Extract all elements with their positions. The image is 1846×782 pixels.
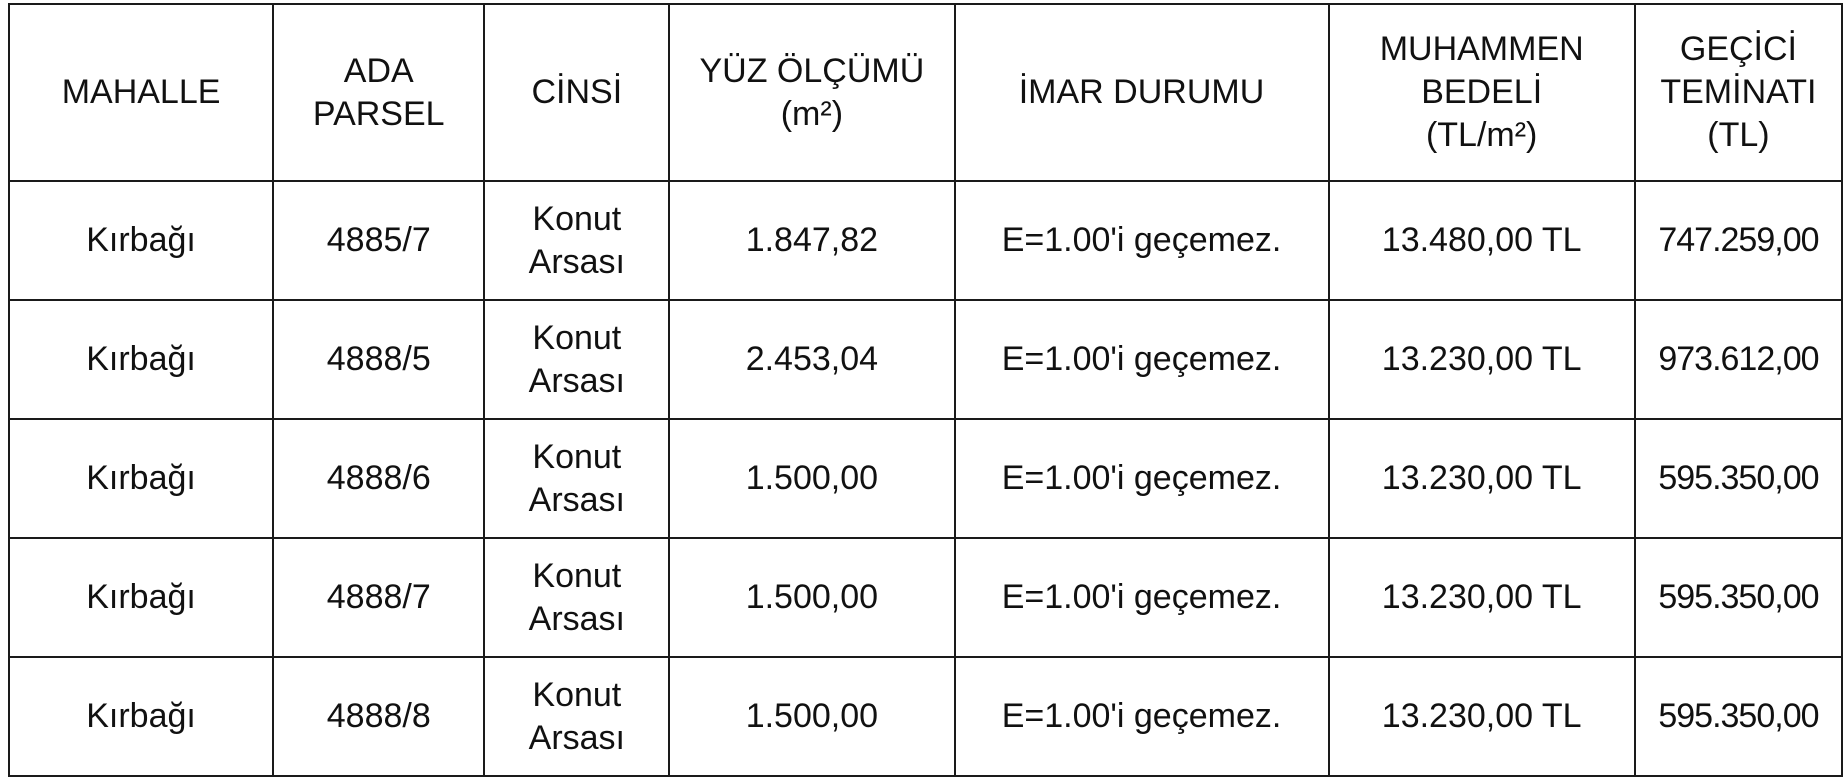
header-cinsi-line: CİNSİ	[531, 73, 623, 111]
cell-cinsi-line: Konut	[532, 199, 622, 238]
table-row	[9, 657, 1842, 776]
cell-cinsi-line: Konut	[532, 318, 622, 357]
header-muhammen-bedeli-line: (TL/m²)	[1425, 116, 1538, 154]
header-mahalle-line: MAHALLE	[61, 73, 221, 111]
cell-imar-durumu: E=1.00'i geçemez.	[955, 538, 1329, 657]
cell-ada-parsel: 4888/5	[273, 300, 484, 419]
header-gecici-teminati-line: TEMİNATI	[1660, 73, 1817, 111]
cell-ada-parsel: 4888/7	[273, 538, 484, 657]
cell-gecici-teminati: 595.350,00	[1635, 538, 1842, 657]
document-page	[8, 3, 1843, 777]
header-mahalle	[9, 4, 273, 181]
header-gecici-teminati	[1635, 4, 1842, 181]
cell-imar-durumu: E=1.00'i geçemez.	[955, 181, 1329, 300]
cell-mahalle: Kırbağı	[9, 181, 273, 300]
parcel-table	[8, 3, 1843, 777]
cell-cinsi	[484, 300, 669, 419]
cell-cinsi-line: Konut	[532, 437, 622, 476]
cell-gecici-teminati: 595.350,00	[1635, 419, 1842, 538]
header-row	[9, 4, 1842, 181]
cell-imar-durumu: E=1.00'i geçemez.	[955, 657, 1329, 776]
table-row	[9, 419, 1842, 538]
header-muhammen-bedeli-line: MUHAMMEN	[1379, 30, 1584, 68]
cell-mahalle: Kırbağı	[9, 657, 273, 776]
table-row	[9, 181, 1842, 300]
cell-muhammen-bedeli: 13.230,00 TL	[1329, 538, 1635, 657]
header-ada-parsel-line: ADA	[343, 51, 414, 90]
cell-mahalle: Kırbağı	[9, 300, 273, 419]
cell-cinsi	[484, 419, 669, 538]
header-gecici-teminati-line: GEÇİCİ	[1679, 30, 1797, 68]
cell-imar-durumu: E=1.00'i geçemez.	[955, 419, 1329, 538]
cell-cinsi-line: Konut	[532, 556, 622, 595]
cell-muhammen-bedeli: 13.230,00 TL	[1329, 419, 1635, 538]
cell-cinsi-line: Arsası	[528, 480, 625, 519]
cell-gecici-teminati: 973.612,00	[1635, 300, 1842, 419]
header-gecici-teminati-line: (TL)	[1707, 116, 1770, 154]
cell-ada-parsel: 4885/7	[273, 181, 484, 300]
cell-cinsi	[484, 181, 669, 300]
header-muhammen-bedeli-line: BEDELİ	[1421, 73, 1543, 111]
cell-imar-durumu: E=1.00'i geçemez.	[955, 300, 1329, 419]
cell-mahalle: Kırbağı	[9, 419, 273, 538]
cell-cinsi-line: Konut	[532, 675, 622, 714]
cell-ada-parsel: 4888/8	[273, 657, 484, 776]
cell-muhammen-bedeli: 13.480,00 TL	[1329, 181, 1635, 300]
cell-cinsi	[484, 657, 669, 776]
cell-yuz-olcumu: 1.847,82	[669, 181, 954, 300]
header-muhammen-bedeli	[1329, 4, 1635, 181]
cell-cinsi	[484, 538, 669, 657]
table-row	[9, 538, 1842, 657]
cell-muhammen-bedeli: 13.230,00 TL	[1329, 300, 1635, 419]
cell-ada-parsel: 4888/6	[273, 419, 484, 538]
cell-mahalle: Kırbağı	[9, 538, 273, 657]
header-cinsi	[484, 4, 669, 181]
cell-yuz-olcumu: 1.500,00	[669, 419, 954, 538]
cell-cinsi-line: Arsası	[528, 242, 625, 281]
header-yuz-olcumu-line: (m²)	[780, 94, 844, 133]
header-ada-parsel	[273, 4, 484, 181]
cell-cinsi-line: Arsası	[528, 361, 625, 400]
header-ada-parsel-line: PARSEL	[312, 94, 445, 133]
cell-cinsi-line: Arsası	[528, 718, 625, 757]
table-row	[9, 300, 1842, 419]
cell-cinsi-line: Arsası	[528, 599, 625, 638]
cell-yuz-olcumu: 1.500,00	[669, 538, 954, 657]
header-imar-durumu	[955, 4, 1329, 181]
cell-muhammen-bedeli: 13.230,00 TL	[1329, 657, 1635, 776]
header-imar-durumu-line: İMAR DURUMU	[1018, 73, 1265, 111]
cell-gecici-teminati: 595.350,00	[1635, 657, 1842, 776]
cell-yuz-olcumu: 1.500,00	[669, 657, 954, 776]
cell-yuz-olcumu: 2.453,04	[669, 300, 954, 419]
cell-gecici-teminati: 747.259,00	[1635, 181, 1842, 300]
header-yuz-olcumu	[669, 4, 954, 181]
header-yuz-olcumu-line: YÜZ ÖLÇÜMÜ	[699, 51, 925, 90]
